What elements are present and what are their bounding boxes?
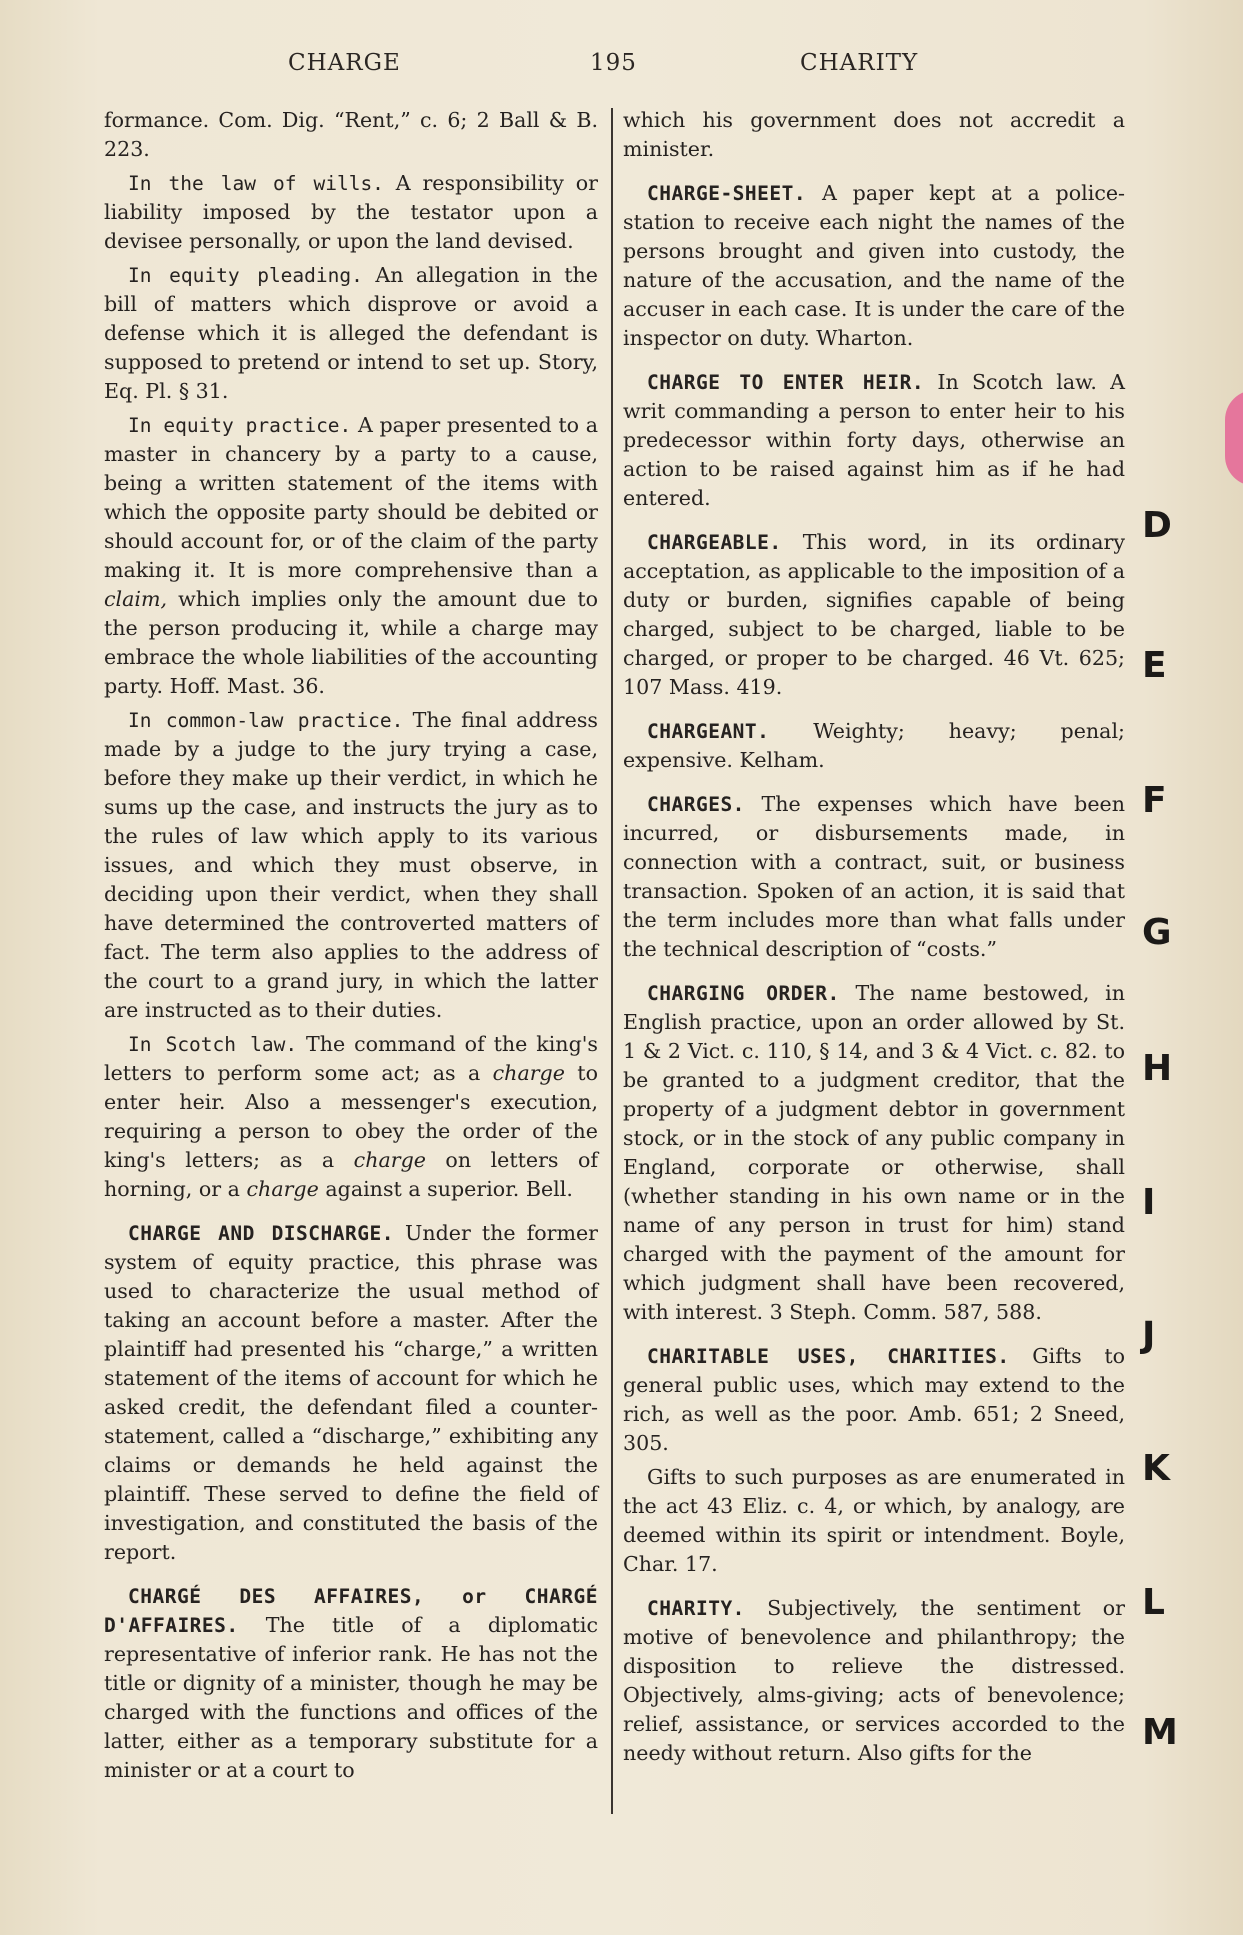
sense-text: against a superior. Bell. (318, 1177, 573, 1201)
sense-text: A paper presented to a master in chancery by a party to a cause, being a written statement of the items with which the opposite party should be debited or should account for, or of the claim of the party making it. It is more comprehensive than a (104, 413, 598, 582)
charitable-uses-second-paragraph: Gifts to such purposes as are enumerated in the act 43 Eliz. c. 4, or which, by analogy, are deemed within its spirit or intendment. Boyle, Char. 17. (623, 1465, 1125, 1576)
entry-text: The name bestowed, in English practice, upon an order allowed by St. 1 & 2 Vict. c. 110, § 14, and 3 & 4 Vict. c. 82. to be granted to a judgment creditor, that the property of a judgment debtor in government stock, or in the stock of any public company in England, corporate or otherwise, shall (whether standing in his own name or in the name of any person in trust for him) stand charged with the payment of the amount for which judgment shall have been recovered, with interest. 3 Steph. Comm. 587, 588. (623, 981, 1125, 1324)
header-left-word: CHARGE (288, 50, 401, 76)
entry-text: The expenses which have been incurred, or disbursements made, in connection with a contract, suit, or business transaction. Spoken of an action, it is said that the term includes more than what falls under the technical description of “costs.” (623, 792, 1125, 961)
entry-term: CHARGE TO ENTER HEIR. (647, 371, 925, 394)
entry-term: CHARGE AND DISCHARGE. (128, 1222, 394, 1245)
sense-text: The command of the king's letters to perform some act; as a (104, 1032, 598, 1085)
entry-charity (623, 1594, 1125, 1768)
entry-term: CHARGEABLE. (647, 531, 782, 554)
entry-text: Subjectively, the sentiment or motive of benevolence and philanthropy; the disposition to relieve the distressed. Objectively, alms-giving; acts of benevolence; relief, assistance, or services accorded to the needy without return. Also gifts for the (623, 1596, 1125, 1765)
column-divider (611, 108, 613, 1814)
thumb-index-letter-d[interactable]: D (1142, 505, 1172, 546)
entry-term: CHARGEANT. (647, 720, 770, 743)
thumb-index-letter-k[interactable]: K (1142, 1448, 1170, 1489)
italic-term: charge (492, 1061, 565, 1085)
entry-text: In Scotch law. A writ commanding a person to enter heir to his predecessor within forty days, otherwise an action to be raised against him as if he had entered. (623, 370, 1125, 510)
italic-term: claim, (104, 587, 168, 611)
sense-equity-practice (104, 411, 598, 701)
entry-charge-and-discharge (104, 1219, 598, 1567)
entry-term: CHARITY. (647, 1597, 745, 1620)
sense-common-law-practice (104, 706, 598, 1025)
entry-charging-order (623, 979, 1125, 1327)
sense-lead: In the law of wills. (128, 172, 384, 195)
sense-lead: In equity practice. (128, 414, 352, 437)
entry-term: CHARGING ORDER. (647, 982, 840, 1005)
thumb-index-letter-j[interactable]: J (1142, 1315, 1156, 1356)
sense-lead: In Scotch law. (128, 1033, 298, 1056)
thumb-index-letter-i[interactable]: I (1142, 1182, 1156, 1223)
sense-text: A responsibility or liability imposed by the testator upon a devisee personally, or upon the land devised. (104, 171, 598, 253)
sense-lead: In equity pleading. (128, 264, 363, 287)
entry-charge-sheet (623, 179, 1125, 353)
right-column (623, 106, 1125, 1773)
header-right-word: CHARITY (800, 50, 919, 76)
entry-text: Under the former system of equity practice, this phrase was used to characterize the usual method of taking an account before a master. After the plaintiff had presented his “charge,” a written statement of the items of account for which he asked credit, the defendant filed a counter-statement, called a “discharge,” exhibiting any claims or demands he held against the plaintiff. These served to define the field of investigation, and constituted the basis of the report. (104, 1221, 599, 1564)
continued-paragraph: which his government does not accredit a minister. (623, 108, 1125, 161)
sense-text: on letters of horning, or a (104, 1148, 598, 1201)
left-column (104, 106, 598, 1790)
entry-term: CHARGÉ DES AFFAIRES, or CHARGÉ D'AFFAIRES. (104, 1585, 598, 1637)
entry-text: A paper kept at a police-station to receive each night the names of the persons brought and given into custody, the nature of the accusation, and the name of the accuser in each case. It is under the care of the inspector on duty. Wharton. (623, 181, 1125, 350)
sense-lead: In common-law practice. (128, 709, 404, 732)
running-head (0, 50, 1243, 84)
thumb-index-letter-m[interactable]: M (1142, 1712, 1178, 1753)
thumb-index-letter-e[interactable]: E (1142, 645, 1167, 686)
thumb-index (1142, 0, 1202, 1935)
entry-charge-to-enter-heir (623, 368, 1125, 513)
entry-charges (623, 790, 1125, 964)
sense-text: to enter heir. Also a messenger's execution, requiring a person to obey the order of the king's letters; as a (104, 1061, 598, 1172)
italic-term: charge (353, 1148, 426, 1172)
italic-term: charge (246, 1177, 319, 1201)
thumb-index-letter-f[interactable]: F (1142, 780, 1167, 821)
continued-paragraph: formance. Com. Dig. “Rent,” c. 6; 2 Ball & B. 223. (104, 108, 598, 161)
entry-charge-des-affaires (104, 1582, 598, 1785)
entry-text: Gifts to general public uses, which may extend to the rich, as well as the poor. Amb. 651; 2 Sneed, 305. (623, 1344, 1125, 1455)
sense-text: which implies only the amount due to the person producing it, while a charge may embrace the whole liabilities of the accounting party. Hoff. Mast. 36. (104, 587, 598, 698)
sense-text: The final address made by a judge to the jury trying a case, before they make up their verdict, in which he sums up the case, and instructs the jury as to the rules of law which apply to its various issues, and which they must observe, in deciding upon their verdict, when they shall have determined the controverted matters of fact. The term also applies to the address of the court to a grand jury, in which the latter are instructed as to their duties. (104, 708, 598, 1022)
sense-law-of-wills (104, 169, 598, 256)
sense-scotch-law (104, 1030, 598, 1204)
thumb-index-letter-g[interactable]: G (1142, 912, 1172, 953)
page-number: 195 (590, 50, 637, 76)
entry-charitable-uses (623, 1342, 1125, 1458)
entry-term: CHARGES. (647, 793, 745, 816)
sense-equity-pleading (104, 261, 598, 406)
entry-chargeant (623, 717, 1125, 775)
thumb-index-letter-l[interactable]: L (1142, 1582, 1165, 1623)
entry-term: CHARGE-SHEET. (647, 182, 807, 205)
entry-text: This word, in its ordinary acceptation, as applicable to the imposition of a duty or burden, signifies capable of being charged, subject to be charged, liable to be charged, or proper to be charged. 46 Vt. 625; 107 Mass. 419. (623, 530, 1125, 699)
thumb-tab-color-mark (1225, 390, 1243, 486)
entry-chargeable (623, 528, 1125, 702)
entry-text: The title of a diplomatic representative of inferior rank. He has not the title or dignity of a minister, though he may be charged with the functions and offices of the latter, either as a temporary substitute for a minister or at a court to (104, 1613, 598, 1782)
sense-text: An allegation in the bill of matters which disprove or avoid a defense which it is alleged the defendant is supposed to pretend or intend to set up. Story, Eq. Pl. § 31. (104, 263, 598, 403)
entry-term: CHARITABLE USES, CHARITIES. (647, 1345, 1010, 1368)
thumb-index-letter-h[interactable]: H (1142, 1048, 1173, 1089)
entry-text: Weighty; heavy; penal; expensive. Kelham. (623, 719, 1125, 772)
